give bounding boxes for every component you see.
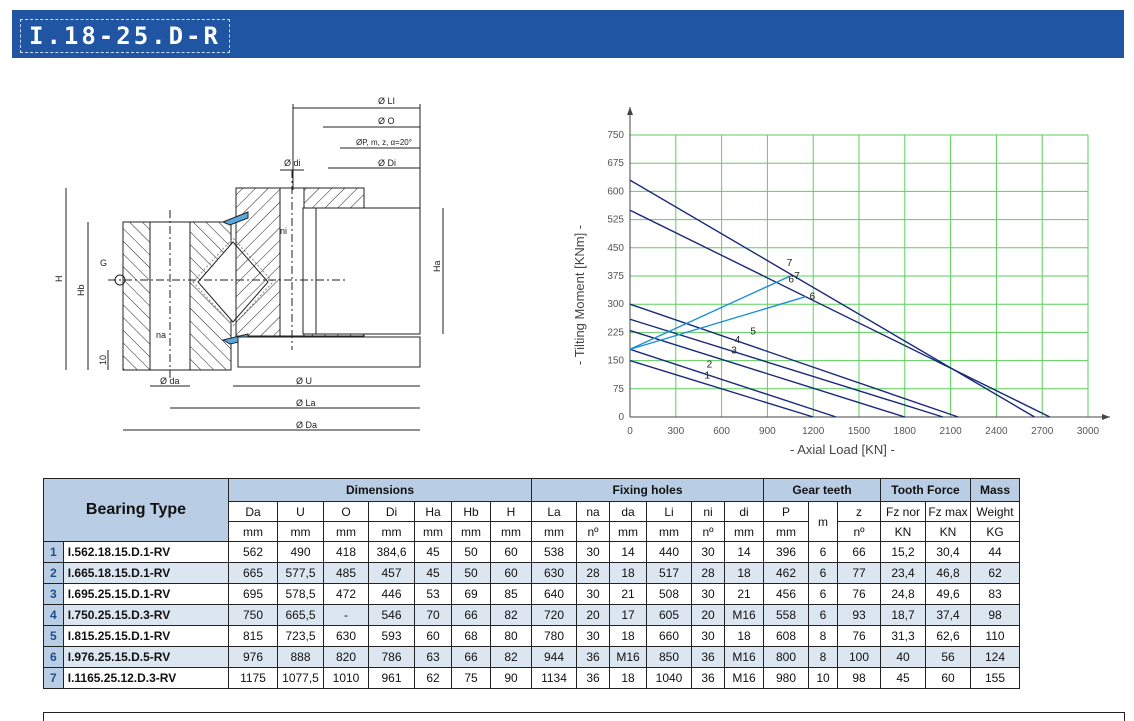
cell: 66 — [452, 647, 491, 668]
cell: 49,6 — [926, 584, 971, 605]
label-h: H — [54, 275, 64, 282]
bearing-name: I.815.25.15.D.1-RV — [63, 626, 228, 647]
cell: 723,5 — [278, 626, 324, 647]
cell: 53 — [415, 584, 452, 605]
col-unit-4: mm — [415, 522, 452, 542]
cell: 15,2 — [881, 542, 926, 563]
page-title: I.18-25.D-R — [20, 19, 230, 53]
label-u: Ø U — [296, 376, 313, 386]
label-di: Ø di — [284, 158, 301, 168]
y-tick-label: 750 — [607, 130, 624, 141]
series-line — [630, 349, 836, 417]
cell: 93 — [838, 605, 881, 626]
col-header-0: Da — [229, 502, 278, 522]
cell: 457 — [369, 563, 415, 584]
x-axis-arrow — [1102, 414, 1110, 420]
bearing-name: I.665.18.15.D.1-RV — [63, 563, 228, 584]
cell: 98 — [971, 605, 1020, 626]
cell: 786 — [369, 647, 415, 668]
x-tick-label: 2100 — [939, 426, 962, 437]
col-unit-2: mm — [324, 522, 369, 542]
cell: 75 — [452, 668, 491, 689]
cell: 50 — [452, 542, 491, 563]
cell: 608 — [764, 626, 809, 647]
col-header-12: di — [725, 502, 764, 522]
header-tooth-force: Tooth Force — [881, 479, 971, 502]
cell: 18 — [725, 626, 764, 647]
y-axis-label: - Tilting Moment [KNm] - — [572, 224, 587, 365]
cell: 578,5 — [278, 584, 324, 605]
cell: 60 — [491, 542, 532, 563]
label-Di: Ø Di — [378, 158, 396, 168]
cell: 83 — [971, 584, 1020, 605]
col-unit-15: nº — [838, 522, 881, 542]
header-mass: Mass — [971, 479, 1020, 502]
cell: 155 — [971, 668, 1020, 689]
cell: 56 — [926, 647, 971, 668]
col-header-14: m — [809, 502, 838, 542]
col-header-1: U — [278, 502, 324, 522]
cell: 60 — [491, 563, 532, 584]
row-number: 2 — [44, 563, 64, 584]
cell: 82 — [491, 605, 532, 626]
cell: 45 — [415, 563, 452, 584]
y-tick-label: 675 — [607, 158, 624, 170]
cell: 472 — [324, 584, 369, 605]
col-unit-17: KN — [926, 522, 971, 542]
cell: 1010 — [324, 668, 369, 689]
cell: 593 — [369, 626, 415, 647]
col-unit-18: KG — [971, 522, 1020, 542]
cell: 69 — [452, 584, 491, 605]
cell: 546 — [369, 605, 415, 626]
header-gear-teeth: Gear teeth — [764, 479, 881, 502]
bearing-table — [43, 478, 1020, 689]
cell: 462 — [764, 563, 809, 584]
col-header-17: Fz max — [926, 502, 971, 522]
cell: 66 — [838, 542, 881, 563]
x-tick-label: 2700 — [1031, 426, 1054, 437]
cell: 31,3 — [881, 626, 926, 647]
cell: 665,5 — [278, 605, 324, 626]
cell: 10 — [809, 668, 838, 689]
cell: 1175 — [229, 668, 278, 689]
header-bearing-type: Bearing Type — [44, 479, 229, 542]
cell: 490 — [278, 542, 324, 563]
cell: 720 — [532, 605, 577, 626]
y-tick-label: 225 — [607, 327, 624, 339]
row-number: 5 — [44, 626, 64, 647]
col-header-11: ni — [692, 502, 725, 522]
table-row — [44, 563, 1020, 584]
series-label: 6 — [788, 274, 794, 286]
load-chart — [570, 95, 1110, 465]
cell: 70 — [415, 605, 452, 626]
y-tick-label: 600 — [607, 186, 624, 198]
cell: 396 — [764, 542, 809, 563]
y-tick-label: 300 — [607, 299, 624, 311]
header-banner — [12, 10, 1124, 58]
cell: 6 — [809, 584, 838, 605]
row-number: 4 — [44, 605, 64, 626]
x-tick-label: 1800 — [893, 426, 916, 437]
col-unit-13: mm — [764, 522, 809, 542]
cell: 446 — [369, 584, 415, 605]
technical-drawing — [48, 90, 442, 440]
cell: 30 — [692, 542, 725, 563]
series-line — [630, 319, 943, 417]
y-tick-label: 375 — [607, 271, 624, 282]
table-row — [44, 584, 1020, 605]
cell: 1077,5 — [278, 668, 324, 689]
x-tick-label: 900 — [759, 426, 776, 437]
cell: 30 — [577, 626, 610, 647]
series-label: 7 — [794, 271, 800, 282]
cell: 1134 — [532, 668, 577, 689]
label-la: Ø La — [296, 398, 316, 408]
col-header-4: Ha — [415, 502, 452, 522]
table-row — [44, 542, 1020, 563]
cell: 8 — [809, 626, 838, 647]
cell: 850 — [647, 647, 692, 668]
cell: 517 — [647, 563, 692, 584]
col-unit-12: mm — [725, 522, 764, 542]
x-tick-label: 0 — [627, 426, 633, 437]
cell: 17 — [610, 605, 647, 626]
cell: 18 — [610, 626, 647, 647]
cell: 36 — [577, 647, 610, 668]
cell: 630 — [532, 563, 577, 584]
cell: 562 — [229, 542, 278, 563]
bearing-name: I.976.25.15.D.5-RV — [63, 647, 228, 668]
cell: 14 — [725, 542, 764, 563]
x-tick-label: 300 — [667, 426, 685, 437]
series-label: 6 — [809, 291, 816, 303]
cell: 21 — [610, 584, 647, 605]
y-tick-label: 525 — [607, 214, 624, 226]
col-header-16: Fz nor — [881, 502, 926, 522]
bearing-name: I.562.18.15.D.1-RV — [63, 542, 228, 563]
cell: 695 — [229, 584, 278, 605]
table-row — [44, 605, 1020, 626]
cell: 605 — [647, 605, 692, 626]
cell: 18 — [610, 563, 647, 584]
col-unit-8: nº — [577, 522, 610, 542]
cell: 100 — [838, 647, 881, 668]
cell: 30 — [577, 542, 610, 563]
cell: 18,7 — [881, 605, 926, 626]
col-header-13: P — [764, 502, 809, 522]
cell: 980 — [764, 668, 809, 689]
cell: 508 — [647, 584, 692, 605]
x-tick-label: 3000 — [1076, 426, 1100, 437]
cell: 23,4 — [881, 563, 926, 584]
cell: 888 — [278, 647, 324, 668]
col-header-9: da — [610, 502, 647, 522]
label-g: G — [100, 258, 108, 268]
cell: 660 — [647, 626, 692, 647]
cell: 418 — [324, 542, 369, 563]
series-label: 3 — [731, 345, 737, 357]
x-tick-label: 1200 — [802, 426, 825, 437]
label-ni: ni — [280, 226, 288, 236]
cell: 76 — [838, 584, 881, 605]
cell: 456 — [764, 584, 809, 605]
y-axis-arrow — [627, 107, 633, 115]
cell: 384,6 — [369, 542, 415, 563]
cell: 62 — [971, 563, 1020, 584]
cell: 36 — [692, 647, 725, 668]
series-label: 4 — [734, 335, 741, 347]
cell: 485 — [324, 563, 369, 584]
series-label: 7 — [786, 258, 793, 270]
col-header-18: Weight — [971, 502, 1020, 522]
cell: 815 — [229, 626, 278, 647]
cell: 46,8 — [926, 563, 971, 584]
cell: 6 — [809, 542, 838, 563]
cell: 82 — [491, 647, 532, 668]
col-header-3: Di — [369, 502, 415, 522]
cell: M16 — [725, 647, 764, 668]
cell: 18 — [610, 668, 647, 689]
row-number: 6 — [44, 647, 64, 668]
cell: 30 — [692, 584, 725, 605]
cell: - — [324, 605, 369, 626]
cell: 30,4 — [926, 542, 971, 563]
cell: 98 — [838, 668, 881, 689]
cell: 40 — [881, 647, 926, 668]
cell: 577,5 — [278, 563, 324, 584]
cell: 14 — [610, 542, 647, 563]
label-li: Ø LI — [378, 96, 396, 106]
cell: 20 — [692, 605, 725, 626]
cell: 36 — [692, 668, 725, 689]
cell: 28 — [577, 563, 610, 584]
cell: 77 — [838, 563, 881, 584]
cell: 44 — [971, 542, 1020, 563]
col-unit-6: mm — [491, 522, 532, 542]
cell: 80 — [491, 626, 532, 647]
col-unit-11: nº — [692, 522, 725, 542]
col-unit-0: mm — [229, 522, 278, 542]
label-o: Ø O — [378, 116, 395, 126]
cell: 76 — [838, 626, 881, 647]
cell: M16 — [725, 668, 764, 689]
cell: 630 — [324, 626, 369, 647]
cell: 640 — [532, 584, 577, 605]
row-number: 1 — [44, 542, 64, 563]
cell: 6 — [809, 605, 838, 626]
series-line — [630, 180, 1035, 417]
x-tick-label: 1500 — [847, 426, 871, 437]
cell: 62 — [415, 668, 452, 689]
cell: 21 — [725, 584, 764, 605]
table-row — [44, 647, 1020, 668]
cell: 68 — [452, 626, 491, 647]
cell: 28 — [692, 563, 725, 584]
col-unit-1: mm — [278, 522, 324, 542]
cell: 558 — [764, 605, 809, 626]
cell: 750 — [229, 605, 278, 626]
label-hb: Hb — [76, 284, 86, 296]
cell: 18 — [725, 563, 764, 584]
cell: 85 — [491, 584, 532, 605]
cell: 37,4 — [926, 605, 971, 626]
cell: 976 — [229, 647, 278, 668]
col-header-2: O — [324, 502, 369, 522]
col-unit-16: KN — [881, 522, 926, 542]
y-tick-label: 0 — [618, 412, 624, 423]
col-header-10: Li — [647, 502, 692, 522]
cell: 36 — [577, 668, 610, 689]
cell: 62,6 — [926, 626, 971, 647]
cell: 50 — [452, 563, 491, 584]
cell: 665 — [229, 563, 278, 584]
cell: 8 — [809, 647, 838, 668]
x-axis-label: - Axial Load [KN] - — [790, 442, 895, 457]
cell: 45 — [415, 542, 452, 563]
cell: 20 — [577, 605, 610, 626]
series-line — [630, 210, 1050, 417]
label-p: ØP, m, z, α=20° — [356, 138, 412, 147]
cell: 60 — [926, 668, 971, 689]
col-unit-9: mm — [610, 522, 647, 542]
y-tick-label: 450 — [607, 242, 624, 254]
cell: 66 — [452, 605, 491, 626]
cell: 820 — [324, 647, 369, 668]
x-tick-label: 600 — [713, 426, 730, 437]
col-header-6: H — [491, 502, 532, 522]
cell: 60 — [415, 626, 452, 647]
cell: 538 — [532, 542, 577, 563]
col-header-7: La — [532, 502, 577, 522]
col-header-5: Hb — [452, 502, 491, 522]
cell: 63 — [415, 647, 452, 668]
label-10: 10 — [98, 354, 108, 365]
cell: 780 — [532, 626, 577, 647]
col-unit-3: mm — [369, 522, 415, 542]
row-number: 7 — [44, 668, 64, 689]
cell: 6 — [809, 563, 838, 584]
header-fixing-holes: Fixing holes — [532, 479, 764, 502]
cell: 961 — [369, 668, 415, 689]
col-header-8: na — [577, 502, 610, 522]
table-footer — [43, 712, 1125, 721]
label-da: Ø da — [160, 376, 180, 386]
x-tick-label: 2400 — [985, 426, 1008, 437]
cell: 800 — [764, 647, 809, 668]
series-label: 2 — [706, 359, 713, 371]
cell: M16 — [725, 605, 764, 626]
cell: 1040 — [647, 668, 692, 689]
cell: 90 — [491, 668, 532, 689]
col-unit-10: mm — [647, 522, 692, 542]
cell: M16 — [610, 647, 647, 668]
bearing-name: I.750.25.15.D.3-RV — [63, 605, 228, 626]
y-tick-label: 75 — [612, 383, 624, 395]
cell: 944 — [532, 647, 577, 668]
cell: 30 — [577, 584, 610, 605]
cell: 440 — [647, 542, 692, 563]
bearing-name: I.1165.25.12.D.3-RV — [63, 668, 228, 689]
label-da-outer: Ø Da — [296, 420, 318, 430]
cell: 110 — [971, 626, 1020, 647]
bearing-name: I.695.25.15.D.1-RV — [63, 584, 228, 605]
col-unit-5: mm — [452, 522, 491, 542]
col-unit-7: mm — [532, 522, 577, 542]
row-number: 3 — [44, 584, 64, 605]
y-tick-label: 150 — [607, 355, 624, 367]
cell: 124 — [971, 647, 1020, 668]
series-label: 1 — [704, 370, 711, 382]
table-row — [44, 626, 1020, 647]
cell: 30 — [692, 626, 725, 647]
cell: 45 — [881, 668, 926, 689]
header-dimensions: Dimensions — [229, 479, 532, 502]
series-label: 5 — [750, 326, 756, 338]
table-row — [44, 668, 1020, 689]
col-header-15: z — [838, 502, 881, 522]
label-na: na — [156, 330, 167, 340]
label-ha: Ha — [432, 260, 442, 272]
cell: 24,8 — [881, 584, 926, 605]
